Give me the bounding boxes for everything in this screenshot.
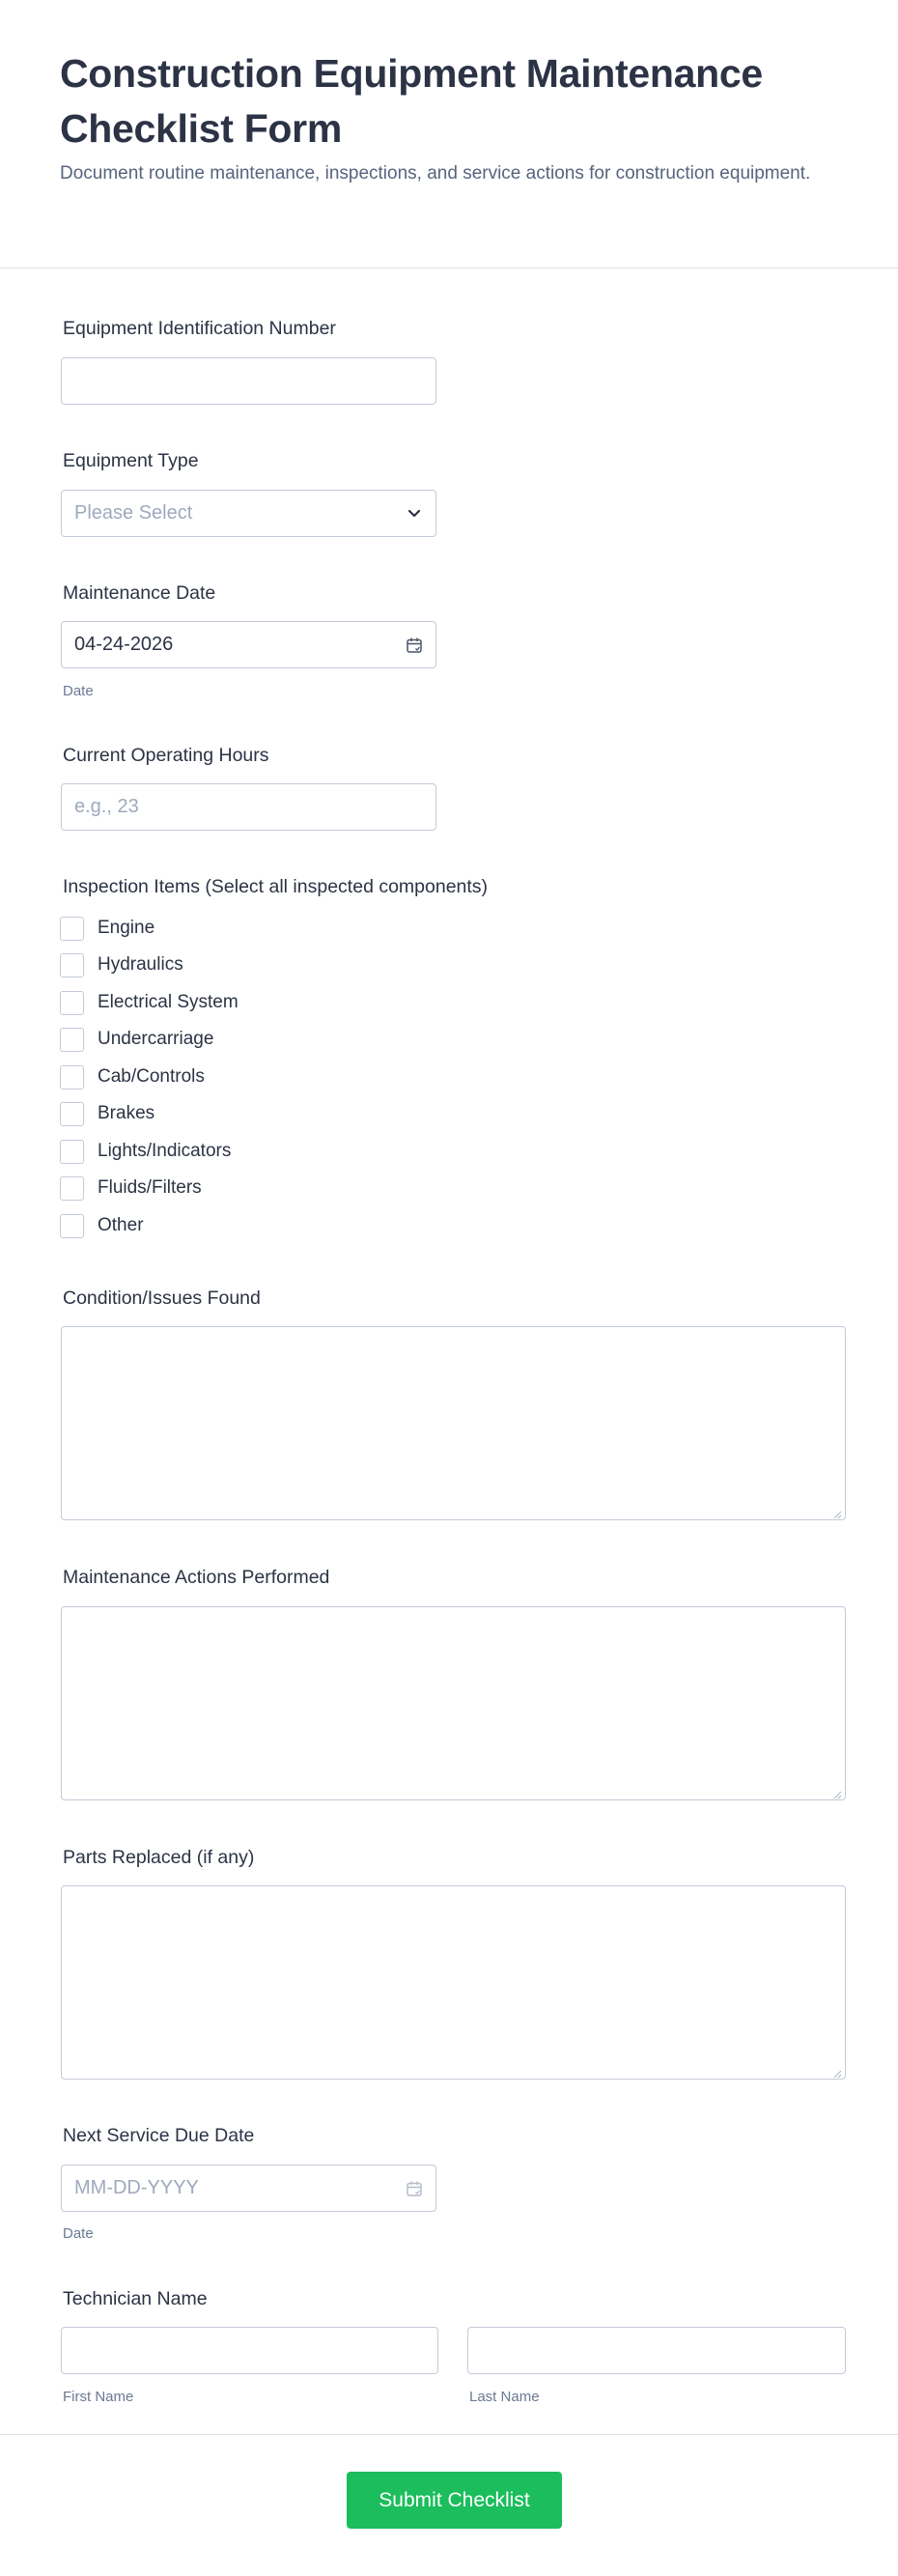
next-service-date-placeholder: MM-DD-YYYY (74, 2177, 199, 2198)
operating-hours-placeholder: e.g., 23 (74, 796, 139, 817)
checkbox-electrical-system[interactable] (60, 990, 239, 1015)
condition-issues-textarea[interactable] (61, 1326, 846, 1520)
checkbox-brakes[interactable] (60, 1101, 154, 1126)
resize-grip-icon[interactable] (832, 1787, 842, 1797)
next-service-date-sublabel: Date (63, 2225, 94, 2242)
equipment-id-input[interactable] (61, 357, 436, 405)
technician-first-name-input[interactable] (61, 2327, 438, 2374)
checkbox-box[interactable] (60, 991, 84, 1015)
checkbox-engine[interactable] (60, 916, 154, 941)
checkbox-lights-indicators[interactable] (60, 1139, 231, 1164)
page-title: Construction Equipment Maintenance Checklist Form (60, 51, 763, 151)
first-name-sublabel: First Name (63, 2389, 134, 2405)
checkbox-fluids-filters[interactable] (60, 1175, 202, 1201)
checkbox-box[interactable] (60, 917, 84, 941)
checkbox-box[interactable] (60, 1176, 84, 1201)
maintenance-date-value: 04-24-2026 (74, 634, 174, 655)
equipment-type-label: Equipment Type (63, 450, 199, 471)
technician-name-label: Technician Name (63, 2288, 208, 2309)
operating-hours-input[interactable] (61, 783, 436, 831)
calendar-icon[interactable] (405, 2179, 424, 2198)
checkbox-undercarriage[interactable] (60, 1027, 213, 1052)
page-subtitle: Document routine maintenance, inspections, and service actions for construction equipment. (60, 163, 811, 184)
checkbox-label: Brakes (98, 1103, 155, 1123)
inspection-items-label: Inspection Items (Select all inspected components) (63, 876, 489, 897)
parts-replaced-label: Parts Replaced (if any) (63, 1847, 255, 1868)
checkbox-box[interactable] (60, 1214, 84, 1238)
technician-last-name-input[interactable] (467, 2327, 846, 2374)
equipment-id-label: Equipment Identification Number (63, 318, 336, 339)
checkbox-label: Cab/Controls (98, 1066, 205, 1087)
maintenance-actions-textarea[interactable] (61, 1606, 846, 1800)
checkbox-box[interactable] (60, 1102, 84, 1126)
maintenance-date-input[interactable] (61, 621, 436, 668)
condition-issues-label: Condition/Issues Found (63, 1288, 261, 1309)
resize-grip-icon[interactable] (832, 2066, 842, 2076)
checkbox-box[interactable] (60, 1028, 84, 1052)
checkbox-label: Hydraulics (98, 954, 183, 975)
last-name-sublabel: Last Name (469, 2389, 540, 2405)
operating-hours-label: Current Operating Hours (63, 745, 269, 766)
resize-grip-icon[interactable] (832, 1507, 842, 1516)
checkbox-other[interactable] (60, 1213, 144, 1238)
checkbox-box[interactable] (60, 953, 84, 977)
checkbox-label: Fluids/Filters (98, 1177, 202, 1198)
calendar-icon[interactable] (405, 636, 424, 655)
checkbox-label: Lights/Indicators (98, 1141, 232, 1161)
checkbox-box[interactable] (60, 1140, 84, 1164)
maintenance-date-label: Maintenance Date (63, 582, 216, 604)
checkbox-label: Electrical System (98, 992, 239, 1012)
checkbox-box[interactable] (60, 1065, 84, 1090)
submit-checklist-button[interactable]: Submit Checklist (347, 2472, 562, 2529)
checkbox-label: Undercarriage (98, 1029, 214, 1049)
chevron-down-icon (405, 504, 424, 524)
equipment-type-select[interactable] (61, 490, 436, 537)
footer-divider (0, 2434, 898, 2435)
next-service-date-label: Next Service Due Date (63, 2125, 255, 2146)
checkbox-label: Other (98, 1215, 144, 1235)
checkbox-label: Engine (98, 918, 155, 938)
parts-replaced-textarea[interactable] (61, 1885, 846, 2080)
checkbox-hydraulics[interactable] (60, 952, 183, 977)
maintenance-date-sublabel: Date (63, 683, 94, 699)
next-service-date-input[interactable] (61, 2165, 436, 2212)
checkbox-cab-controls[interactable] (60, 1064, 205, 1090)
equipment-type-placeholder: Please Select (74, 502, 193, 524)
maintenance-actions-label: Maintenance Actions Performed (63, 1567, 330, 1588)
header-divider (0, 268, 898, 269)
